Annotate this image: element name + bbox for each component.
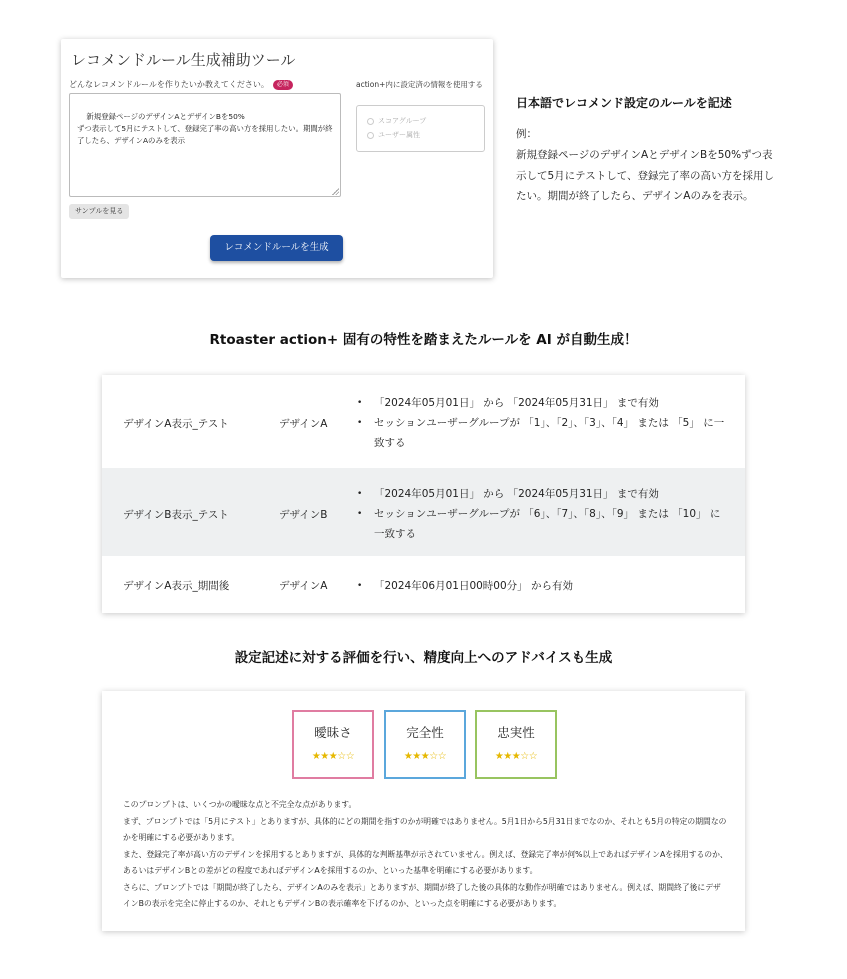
required-badge: 必須 bbox=[273, 80, 293, 90]
explanation-heading: 日本語でレコメンド設定のルールを記述 bbox=[516, 96, 732, 110]
rule-design: デザインA bbox=[279, 418, 328, 430]
action-plus-options bbox=[356, 105, 485, 152]
score-label: 完全性 bbox=[406, 725, 444, 740]
rule-conditions bbox=[357, 576, 727, 596]
rule-name: デザインA表示_テスト bbox=[123, 418, 229, 430]
example-text: 新規登録ページのデザインAとデザインBを50%ずつ表示して5月にテストして、登録完了率の高い方を採用したい。期間が終了したら、デザインAのみを表示。 bbox=[516, 149, 775, 202]
rule-name: デザインA表示_期間後 bbox=[123, 580, 230, 592]
action-plus-info-label: action+内に設定済の情報を使用する bbox=[356, 80, 483, 89]
prompt-question-label bbox=[69, 79, 293, 90]
table-row bbox=[102, 556, 745, 613]
advice-paragraph: また、登録完了率が高い方のデザインを採用するとありますが、具体的な判断基準が示されていません。例えば、登録完了率が何%以上であればデザインAを採用するのか、あるいはデザインBとの差がどの程度であればデザインAを採用するのか、といった基準を明確にする必要があります。 bbox=[123, 849, 728, 875]
prompt-textarea-value: 新規登録ページのデザインAとデザインBを50% ずつ表示して5月にテストして、登録完了率の高い方を採用したい。期間が終了したら、デザインAのみを表示 bbox=[77, 112, 333, 145]
score-label: 曖昧さ bbox=[314, 725, 352, 740]
rule-name: デザインB表示_テスト bbox=[123, 509, 229, 521]
rule-design: デザインA bbox=[279, 580, 328, 592]
evaluation-panel bbox=[102, 691, 745, 931]
generate-rule-button[interactable]: レコメンドルールを生成 bbox=[210, 235, 343, 261]
rule-design: デザインB bbox=[279, 509, 328, 521]
advice-paragraph: さらに、プロンプトでは「期間が終了したら、デザインAのみを表示」とありますが、期間が終了した後の具体的な動作が明確ではありません。例えば、期間終了後にデザインBの表示を完全に停止するのか、それともデザインBの表示確率を下げるのか、といった点を明確にする必要があります。 bbox=[123, 882, 721, 908]
advice-paragraph: まず、プロンプトでは「5月にテスト」とありますが、具体的にどの期間を指すのかが明確ではありません。5月1日から5月31日までなのか、それとも5月の特定の期間なのかを明確にする必要があります。 bbox=[123, 816, 727, 842]
prompt-textarea[interactable] bbox=[69, 93, 341, 197]
star-rating-icon: ★★★☆☆ bbox=[494, 751, 538, 762]
radio-circle-icon[interactable] bbox=[367, 118, 374, 125]
evaluation-advice-text bbox=[123, 797, 728, 913]
recommend-tool-panel bbox=[61, 39, 493, 278]
example-label: 例： bbox=[516, 128, 537, 140]
radio-circle-icon[interactable] bbox=[367, 132, 374, 139]
rule-condition: • 「2024年05月01日」 から 「2024年05月31日」 まで有効 bbox=[357, 393, 727, 413]
table-row bbox=[102, 468, 745, 556]
option-user-attribute-label: ユーザー属性 bbox=[378, 131, 420, 139]
star-rating-icon: ★★★☆☆ bbox=[311, 751, 355, 762]
rule-conditions bbox=[357, 393, 727, 453]
tool-title: レコメンドルール生成補助ツール bbox=[71, 51, 296, 69]
score-box-ambiguity bbox=[292, 710, 374, 779]
rule-condition: • セッションユーザーグループが 「1」、「2」、「3」、「4」 または 「5」 に一致する bbox=[357, 413, 727, 453]
star-rating-icon: ★★★☆☆ bbox=[403, 751, 447, 762]
rule-condition: • 「2024年05月01日」 から 「2024年05月31日」 まで有効 bbox=[357, 484, 727, 504]
score-box-completeness bbox=[384, 710, 466, 779]
prompt-question-text: どんなレコメンドルールを作りたいか教えてください。 bbox=[69, 80, 269, 89]
option-user-attribute[interactable] bbox=[367, 130, 420, 140]
advice-paragraph: このプロンプトは、いくつかの曖昧な点と不完全な点があります。 bbox=[123, 800, 357, 809]
rule-condition: • 「2024年06月01日00時00分」 から有効 bbox=[357, 576, 727, 596]
section-heading-evaluation: 設定記述に対する評価を行い、精度向上へのアドバイスも生成 bbox=[234, 650, 613, 666]
score-box-faithfulness bbox=[475, 710, 557, 779]
rule-condition: • セッションユーザーグループが 「6」、「7」、「8」、「9」 または 「10」 に一致する bbox=[357, 504, 727, 544]
rules-table bbox=[102, 375, 745, 613]
sample-button[interactable]: サンプルを見る bbox=[69, 204, 129, 219]
table-row bbox=[102, 375, 745, 468]
rule-conditions bbox=[357, 484, 727, 544]
option-score-group-label: スコアグループ bbox=[378, 117, 427, 125]
section-heading-auto-generate: Rtoaster action+ 固有の特性を踏まえたルールを AI が自動生成！ bbox=[209, 332, 638, 348]
resize-handle-icon[interactable] bbox=[332, 188, 339, 195]
option-score-group[interactable] bbox=[367, 116, 426, 126]
score-label: 忠実性 bbox=[497, 725, 535, 740]
